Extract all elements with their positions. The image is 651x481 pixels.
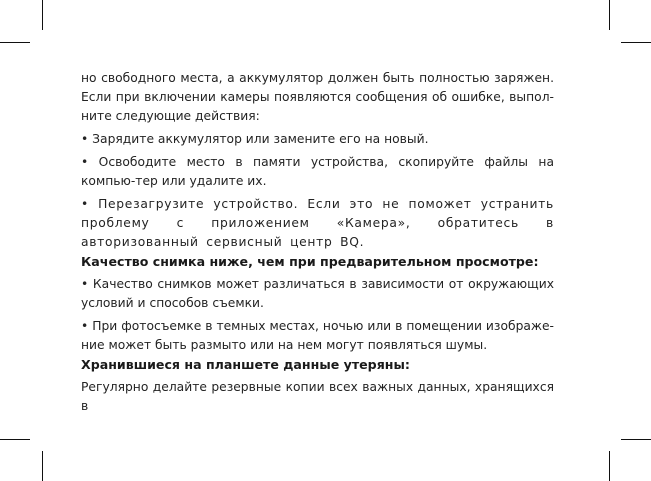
document-page bbox=[81, 69, 554, 416]
bullet-charge-battery: • Зарядите аккумулятор или замените его на новый. bbox=[81, 132, 429, 146]
heading-image-quality: Качество снимка ниже, чем при предварительном просмотре: bbox=[81, 254, 539, 269]
crop-mark-top-left-vertical bbox=[42, 0, 43, 30]
paragraph-backup: Регулярно делайте резервные копии всех важных данных, хранящихся в bbox=[81, 380, 554, 413]
bullet-dark-conditions: • При фотосъемке в темных местах, ночью или в помещении изображе-ние может быть размыто или на нем могут появляться шумы. bbox=[81, 319, 554, 352]
crop-mark-top-right-vertical bbox=[609, 0, 610, 30]
heading-data-lost: Хранившиеся на планшете данные утеряны: bbox=[81, 357, 410, 372]
bullet-quality-varies: • Качество снимков может различаться в зависимости от окружающих условий и способов съемки. bbox=[81, 277, 554, 310]
crop-mark-bottom-right-vertical bbox=[609, 451, 610, 481]
crop-mark-top-right-horizontal bbox=[621, 42, 651, 43]
bullet-free-memory: • Освободите место в памяти устройства, скопируйте файлы на компью-тер или удалите их. bbox=[81, 155, 554, 188]
crop-mark-bottom-right-horizontal bbox=[621, 439, 651, 440]
crop-mark-bottom-left-vertical bbox=[42, 451, 43, 481]
paragraph-intro: но свободного места, а аккумулятор должен быть полностью заряжен. Если при включении камеры появляются сообщения об ошибке, выпол-ните следующие действия: bbox=[81, 71, 554, 123]
crop-mark-bottom-left-horizontal bbox=[0, 439, 30, 440]
crop-mark-top-left-horizontal bbox=[0, 42, 30, 43]
bullet-restart-device: • Перезагрузите устройство. Если это не поможет устранить проблему с приложением «Камера», обратитесь в авторизованный сервисный центр BQ. bbox=[81, 197, 554, 249]
